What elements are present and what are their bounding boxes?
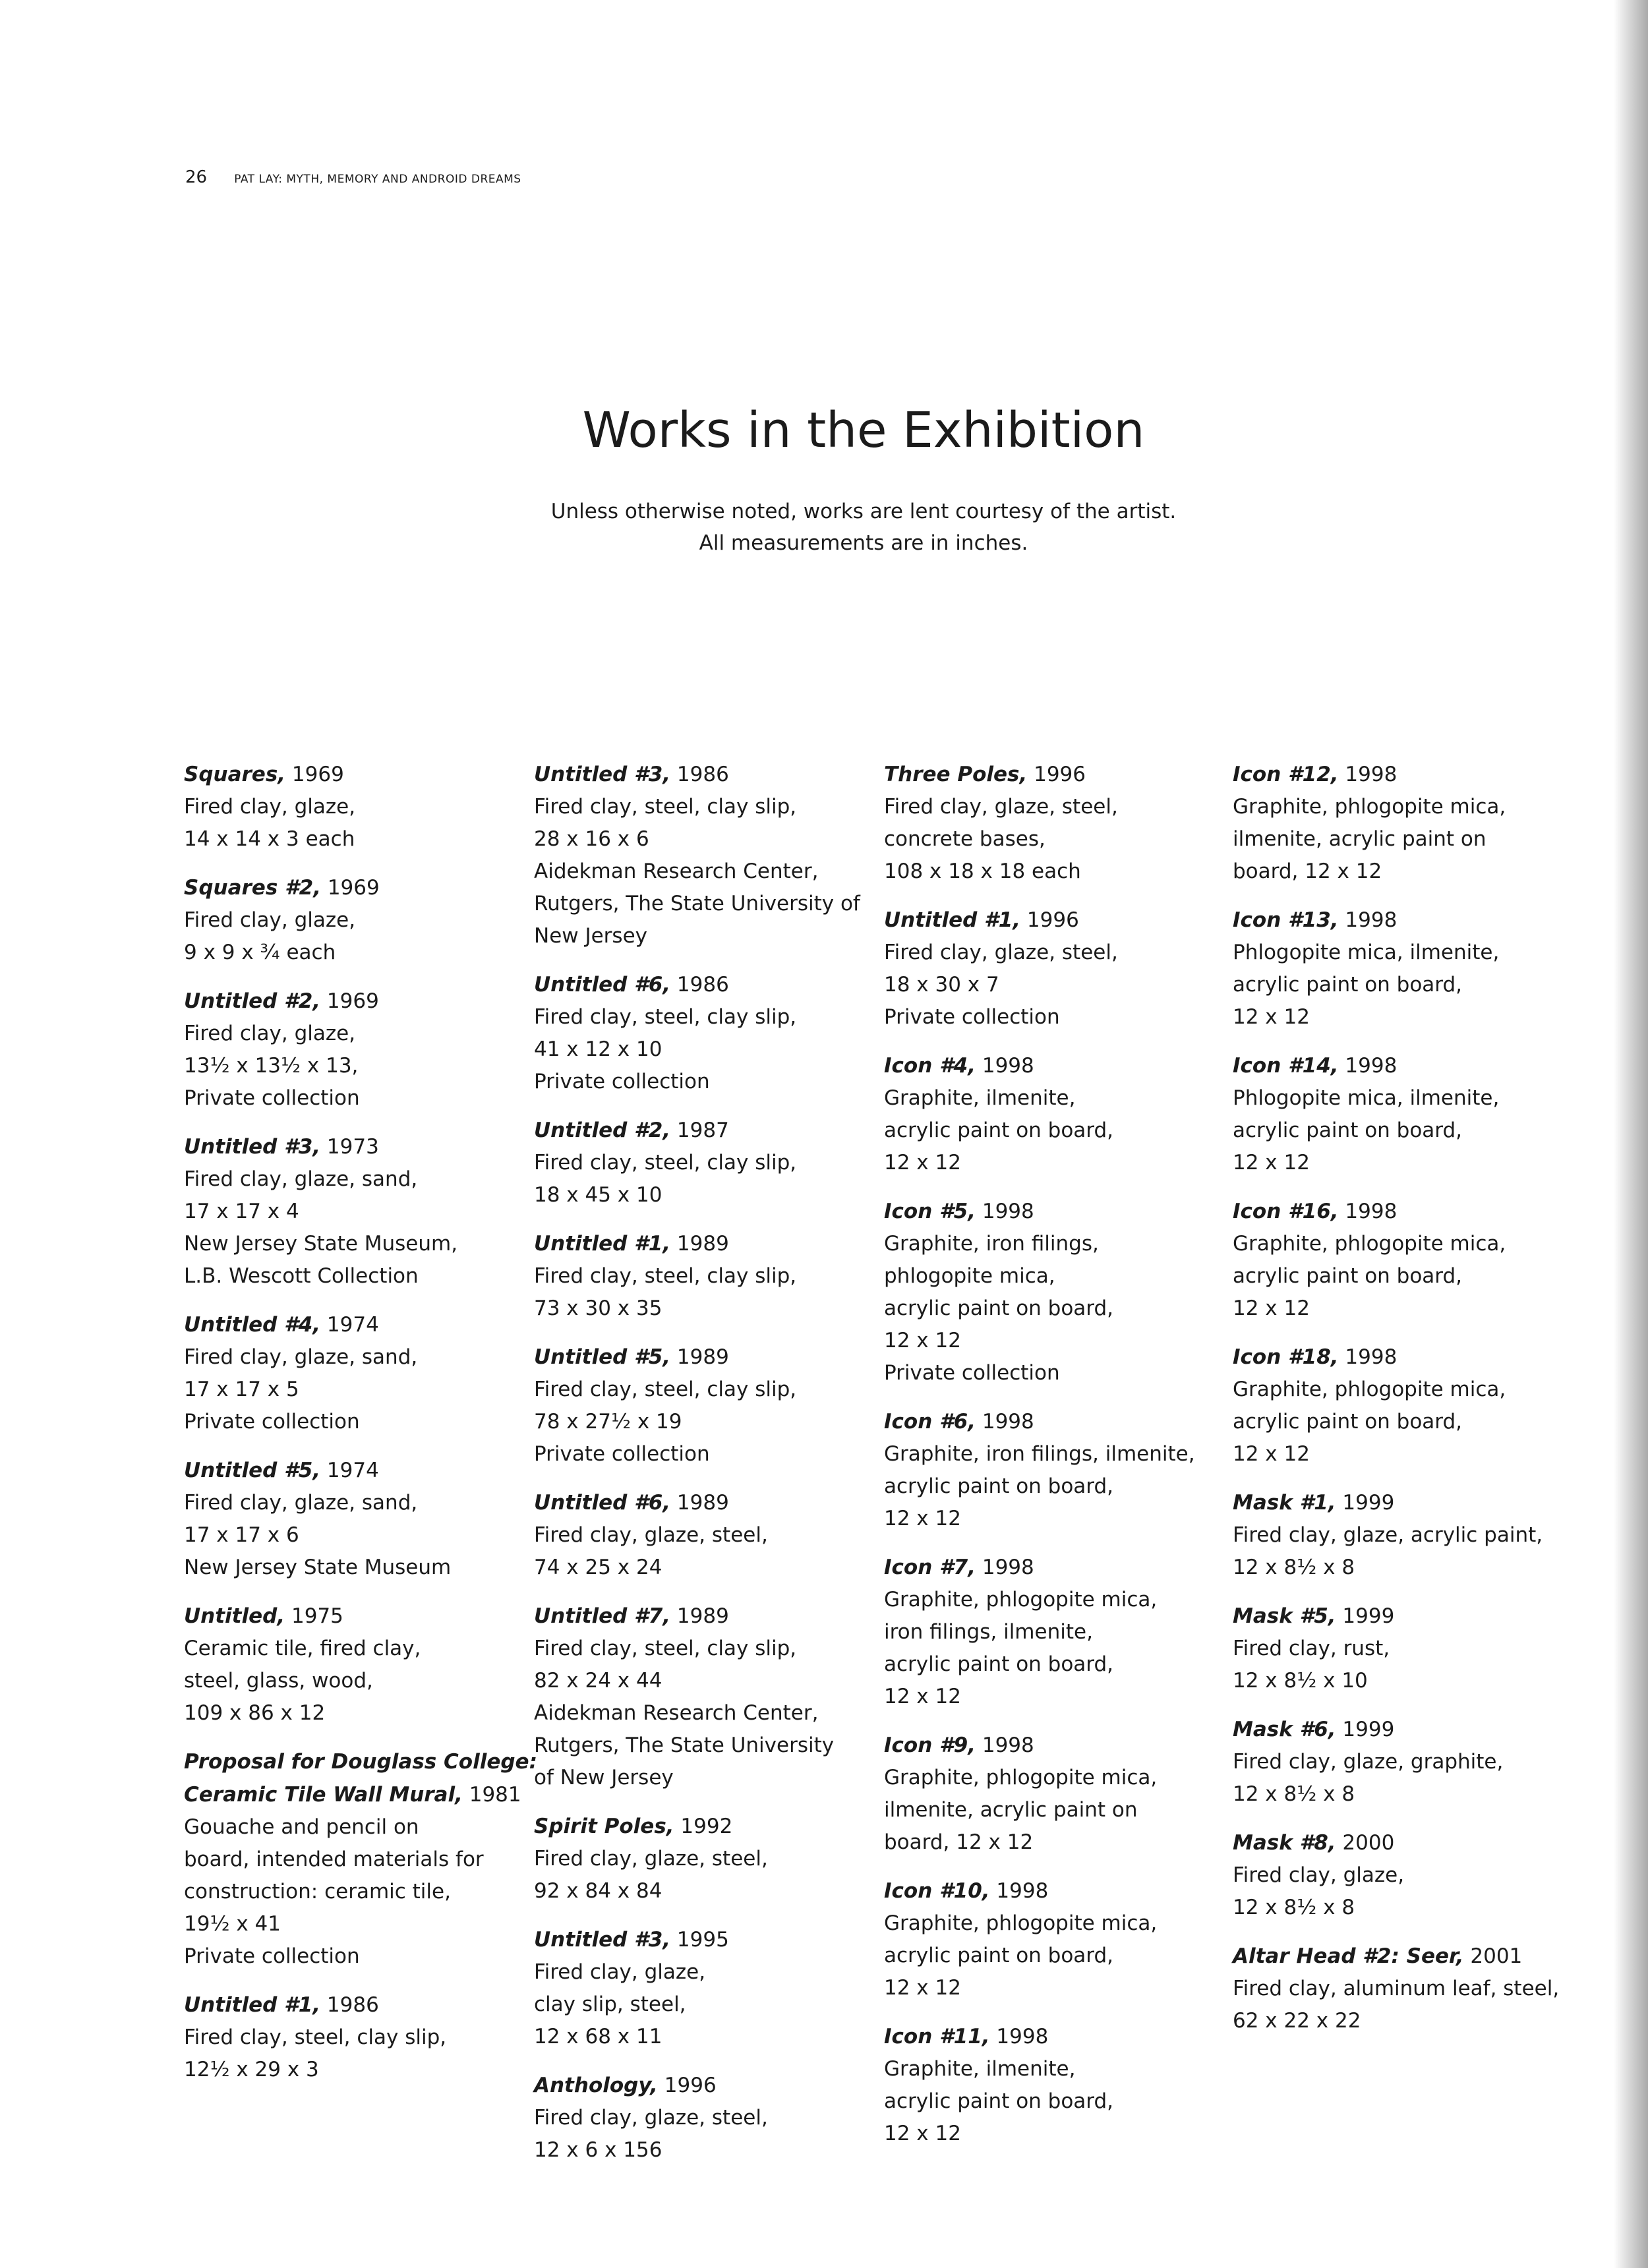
work-detail-line: 12 x 12 [1233,1151,1310,1175]
work-title: Icon #5, [884,1200,976,1223]
work-year: 2000 [1336,1831,1395,1855]
work-title: Icon #14, [1233,1054,1339,1078]
work-detail-line: clay slip, steel, [534,1992,686,2016]
work-title-line [534,2069,890,2102]
work-title-line [184,1989,540,2021]
work-title: Icon #11, [884,2025,990,2049]
work-detail-line: 109 x 86 x 12 [184,1701,326,1725]
work-detail-line: 14 x 14 x 3 each [184,827,355,851]
work-entry [884,1405,1240,1535]
work-detail-line: Fired clay, aluminum leaf, steel, [1233,1977,1560,2000]
work-entry [184,1454,540,1584]
work-detail-line: 17 x 17 x 4 [184,1200,299,1223]
work-entry [1233,1940,1589,2037]
work-title: Untitled #1, [534,1232,671,1256]
work-detail-line: 17 x 17 x 5 [184,1378,299,1401]
work-entry [534,1486,890,1584]
work-detail-line: acrylic paint on board, [884,1119,1114,1142]
work-title: Spirit Poles, [534,1815,674,1838]
work-entry [184,985,540,1115]
work-entry [884,758,1240,888]
work-title-line [1233,758,1589,791]
book-title: PAT LAY: MYTH, MEMORY AND ANDROID DREAMS [234,173,521,186]
work-detail-line: Private collection [534,1442,710,1466]
work-title: Untitled #3, [534,763,671,786]
work-detail-line: 12 x 6 x 156 [534,2138,662,2162]
work-detail-line: 82 x 24 x 44 [534,1669,662,1693]
page-heading: Works in the Exhibition [582,402,1145,459]
running-head [185,164,521,190]
work-detail-line: Fired clay, glaze, [534,1960,706,1984]
work-entry [1233,1195,1589,1325]
work-title-line [534,1114,890,1147]
work-title-line [884,1195,1240,1228]
work-title-line [884,1405,1240,1438]
work-title: Icon #13, [1233,908,1339,932]
work-title-line [1233,1713,1589,1746]
work-detail-line: acrylic paint on board, [884,2089,1114,2113]
work-title-line [884,1729,1240,1762]
work-title: Mask #8, [1233,1831,1336,1855]
work-year: 1986 [670,763,729,786]
work-detail-line: acrylic paint on board, [884,1474,1114,1498]
work-detail-line: Rutgers, The State University of [534,892,860,916]
work-detail-line: Phlogopite mica, ilmenite, [1233,941,1500,964]
work-detail-line: 92 x 84 x 84 [534,1879,662,1903]
work-detail-line: 12 x 12 [884,2122,961,2145]
work-detail-line: concrete bases, [884,827,1045,851]
work-entry [884,1875,1240,2004]
work-detail-line: Fired clay, glaze, graphite, [1233,1750,1504,1774]
work-year: 1996 [657,2074,717,2097]
work-year: 1974 [320,1459,379,1482]
work-detail-line: Private collection [184,1410,360,1434]
work-title-line [184,1454,540,1487]
work-title-line [1233,904,1589,937]
work-year: 1998 [1338,908,1398,932]
work-detail-line: 13½ x 13½ x 13, [184,1054,359,1078]
work-title: Icon #7, [884,1556,976,1579]
work-detail-line: 12 x 12 [1233,1296,1310,1320]
work-title: Anthology, [534,2074,658,2097]
work-detail-line: acrylic paint on board, [884,1296,1114,1320]
work-year: 1998 [989,2025,1049,2049]
work-detail-line: 12 x 8½ x 8 [1233,1556,1355,1579]
work-title: Untitled #6, [534,1491,671,1515]
work-detail-line: Private collection [534,1070,710,1093]
work-detail-line: Fired clay, glaze, steel, [884,941,1118,964]
page-edge-shadow [1614,0,1648,2268]
work-year: 1999 [1336,1491,1395,1515]
work-entry [1233,1600,1589,1697]
work-detail-line: Graphite, ilmenite, [884,2057,1076,2081]
work-title: Untitled #1, [184,1993,321,2017]
work-detail-line: acrylic paint on board, [1233,973,1463,997]
work-detail-line: acrylic paint on board, [884,1944,1114,1967]
work-title: Icon #12, [1233,763,1339,786]
work-year: 1998 [976,1054,1034,1078]
work-detail-line: 12 x 12 [884,1976,961,2000]
work-year: 1974 [320,1313,379,1337]
work-detail-line: 12 x 12 [884,1507,961,1530]
work-detail-line: Phlogopite mica, ilmenite, [1233,1086,1500,1110]
work-title-line [534,1600,890,1633]
work-title: Three Poles, [884,763,1028,786]
work-entry [184,1308,540,1438]
work-title: Mask #5, [1233,1604,1336,1628]
work-year: 1989 [670,1604,729,1628]
work-detail-line: construction: ceramic tile, [184,1880,451,1904]
work-title: Untitled #1, [884,908,1021,932]
page-number: 26 [185,167,208,187]
work-year: 1987 [670,1119,729,1142]
work-title: Icon #4, [884,1054,976,1078]
work-detail-line: steel, glass, wood, [184,1669,373,1693]
work-detail-line: Fired clay, glaze, [184,795,356,819]
work-title: Untitled #3, [184,1135,321,1159]
work-detail-line: Fired clay, steel, clay slip, [184,2025,447,2049]
work-detail-line: Graphite, phlogopite mica, [1233,795,1506,819]
work-title-line [184,1130,540,1163]
work-detail-line: Fired clay, glaze, acrylic paint, [1233,1523,1543,1547]
work-detail-line: of New Jersey [534,1766,674,1789]
work-title: Icon #10, [884,1879,990,1903]
work-year: 1973 [320,1135,379,1159]
work-detail-line: 9 x 9 x ¾ each [184,941,336,964]
work-detail-line: 12 x 12 [1233,1005,1310,1029]
work-detail-line: Fired clay, glaze, sand, [184,1167,418,1191]
work-detail-line: Graphite, phlogopite mica, [884,1588,1158,1612]
work-year: 1998 [1338,1345,1398,1369]
subtitle [0,496,1648,559]
work-entry [184,758,540,856]
work-entry [534,1810,890,1907]
work-detail-line: Fired clay, glaze, [184,1022,356,1045]
work-detail-line: Private collection [884,1005,1060,1029]
work-year: 1998 [1338,763,1398,786]
work-detail-line: Fired clay, glaze, steel, [534,2106,768,2130]
work-detail-line: 12 x 12 [884,1151,961,1175]
work-detail-line: 17 x 17 x 6 [184,1523,299,1547]
work-year: 1998 [976,1733,1034,1757]
work-title: Untitled #7, [534,1604,671,1628]
work-title-line [1233,1826,1589,1859]
works-column-4 [1233,758,1589,2053]
work-detail-line: Graphite, phlogopite mica, [884,1766,1158,1789]
works-column-1 [184,758,540,2102]
work-title-line [884,1875,1240,1907]
work-title: Squares, [184,763,286,786]
works-column-3 [884,758,1240,2166]
work-title-line [884,758,1240,791]
work-detail-line: acrylic paint on board, [884,1652,1114,1676]
work-title: Icon #9, [884,1733,976,1757]
work-detail-line: iron filings, ilmenite, [884,1620,1093,1644]
work-year: 1995 [670,1928,729,1952]
work-year: 1998 [989,1879,1049,1903]
work-title-line [884,1049,1240,1082]
work-title-line [184,985,540,1018]
work-year: 1969 [320,989,379,1013]
work-detail-line: 28 x 16 x 6 [534,827,649,851]
work-detail-line: acrylic paint on board, [1233,1410,1463,1434]
work-year: 1998 [1338,1200,1398,1223]
work-detail-line: Ceramic tile, fired clay, [184,1637,421,1660]
work-entry [1233,758,1589,888]
work-detail-line: Rutgers, The State University [534,1733,835,1757]
work-detail-line: board, 12 x 12 [884,1830,1034,1854]
work-title: Untitled #5, [184,1459,321,1482]
work-detail-line: Fired clay, glaze, steel, [534,1847,768,1871]
work-detail-line: 12 x 8½ x 8 [1233,1782,1355,1806]
work-title-line [884,2020,1240,2053]
work-detail-line: 19½ x 41 [184,1912,281,1936]
work-title-line [1233,1341,1589,1374]
work-year: 1996 [1027,763,1086,786]
subtitle-line: Unless otherwise noted, works are lent courtesy of the artist. [550,500,1177,523]
work-detail-line: phlogopite mica, [884,1264,1055,1288]
work-year: 1989 [670,1491,729,1515]
work-title: Squares #2, [184,876,321,900]
work-entry [534,1227,890,1325]
work-detail-line: 12 x 68 x 11 [534,2025,662,2049]
work-title-line [184,1600,540,1633]
work-detail-line: ilmenite, acrylic paint on [884,1798,1138,1822]
work-title: Untitled #5, [534,1345,671,1369]
work-year: 1969 [320,876,380,900]
work-entry [1233,1713,1589,1811]
work-year: 1986 [670,973,729,997]
work-year: 1981 [462,1783,521,1807]
work-detail-line: Graphite, phlogopite mica, [1233,1378,1506,1401]
work-detail-line: Fired clay, glaze, sand, [184,1491,418,1515]
work-detail-line: 12 x 12 [884,1329,961,1352]
work-title: Untitled #2, [184,989,321,1013]
work-entry [534,758,890,952]
work-year: 1998 [976,1556,1034,1579]
work-detail-line: Gouache and pencil on [184,1815,419,1839]
work-detail-line: Private collection [884,1361,1060,1385]
work-detail-line: Fired clay, steel, clay slip, [534,1637,797,1660]
work-detail-line: Fired clay, glaze, steel, [884,795,1118,819]
work-entry [1233,1049,1589,1179]
work-detail-line: Graphite, ilmenite, [884,1086,1076,1110]
work-entry [184,1745,540,1973]
work-detail-line: Fired clay, glaze, [184,908,356,932]
works-column-2 [534,758,890,2182]
work-detail-line: Private collection [184,1944,360,1968]
work-detail-line: board, 12 x 12 [1233,859,1382,883]
work-title: Untitled #4, [184,1313,321,1337]
work-title-line [884,904,1240,937]
work-detail-line: 18 x 45 x 10 [534,1183,662,1207]
work-entry [1233,904,1589,1033]
work-detail-line: Fired clay, rust, [1233,1637,1390,1660]
work-title: Untitled #3, [534,1928,671,1952]
work-title: Untitled #2, [534,1119,671,1142]
work-entry [534,2069,890,2166]
work-title: Proposal for Douglass College: [184,1750,537,1774]
work-detail-line: board, intended materials for [184,1847,484,1871]
work-entry [884,1195,1240,1389]
work-detail-line: 12½ x 29 x 3 [184,2058,319,2081]
work-detail-line: New Jersey [534,924,647,948]
work-entry [1233,1826,1589,1924]
work-entry [884,1049,1240,1179]
work-detail-line: Graphite, phlogopite mica, [1233,1232,1506,1256]
work-year: 1975 [285,1604,343,1628]
work-title-line [1233,1195,1589,1228]
work-title-line [534,1810,890,1843]
work-title: Mask #1, [1233,1491,1336,1515]
work-title-line [184,1308,540,1341]
work-title-line [884,1551,1240,1584]
work-detail-line: Private collection [184,1086,360,1110]
work-detail-line: Fired clay, steel, clay slip, [534,1151,797,1175]
work-entry [1233,1341,1589,1470]
work-detail-line: 18 x 30 x 7 [884,973,999,997]
work-title-line [534,968,890,1001]
work-entry [884,2020,1240,2150]
work-detail-line: New Jersey State Museum, [184,1232,458,1256]
work-year: 1998 [976,1410,1034,1434]
work-year: 1999 [1336,1718,1395,1741]
work-year: 2001 [1463,1944,1523,1968]
work-title: Mask #6, [1233,1718,1336,1741]
work-entry [884,1551,1240,1713]
work-detail-line: acrylic paint on board, [1233,1119,1463,1142]
work-detail-line: 62 x 22 x 22 [1233,2009,1361,2033]
work-title-line [184,1745,540,1778]
work-entry [534,1923,890,2053]
work-detail-line: 12 x 12 [1233,1442,1310,1466]
work-title: Icon #18, [1233,1345,1339,1369]
work-detail-line: 12 x 8½ x 8 [1233,1896,1355,1919]
work-title-line [184,758,540,791]
work-detail-line: acrylic paint on board, [1233,1264,1463,1288]
work-title-line [534,1486,890,1519]
work-title: Altar Head #2: Seer, [1233,1944,1464,1968]
work-detail-line: Graphite, iron filings, ilmenite, [884,1442,1195,1466]
work-year: 1989 [670,1345,729,1369]
work-detail-line: 41 x 12 x 10 [534,1037,662,1061]
work-detail-line: L.B. Wescott Collection [184,1264,419,1288]
work-title: Icon #16, [1233,1200,1339,1223]
work-title-line [1233,1486,1589,1519]
work-entry [184,1600,540,1730]
work-title: Ceramic Tile Wall Mural, [184,1783,463,1807]
work-title-line [534,1227,890,1260]
work-title: Untitled #6, [534,973,671,997]
work-entry [534,968,890,1098]
work-entry [534,1114,890,1211]
work-entry [184,871,540,969]
work-title-line [1233,1940,1589,1973]
work-entry [1233,1486,1589,1584]
work-detail-line: Fired clay, steel, clay slip, [534,795,797,819]
work-title: Icon #6, [884,1410,976,1434]
work-title: Untitled, [184,1604,285,1628]
work-detail-line: Graphite, iron filings, [884,1232,1099,1256]
work-year: 1992 [674,1815,733,1838]
work-entry [884,904,1240,1033]
work-year: 1969 [285,763,344,786]
work-title-line [534,758,890,791]
work-detail-line: 78 x 27½ x 19 [534,1410,682,1434]
work-detail-line: Graphite, phlogopite mica, [884,1911,1158,1935]
work-detail-line: Aidekman Research Center, [534,1701,819,1725]
work-year: 1996 [1020,908,1079,932]
work-entry [534,1600,890,1794]
work-title-line [534,1923,890,1956]
work-title-line [1233,1049,1589,1082]
work-year: 1998 [976,1200,1034,1223]
work-year: 1989 [670,1232,729,1256]
work-entry [884,1729,1240,1859]
work-detail-line: 73 x 30 x 35 [534,1296,662,1320]
subtitle-line: All measurements are in inches. [699,531,1028,555]
work-detail-line: Fired clay, glaze, steel, [534,1523,768,1547]
work-detail-line: 74 x 25 x 24 [534,1556,662,1579]
work-detail-line: Aidekman Research Center, [534,859,819,883]
work-detail-line: Fired clay, steel, clay slip, [534,1378,797,1401]
work-detail-line: Fired clay, glaze, [1233,1863,1405,1887]
work-detail-line: ilmenite, acrylic paint on [1233,827,1486,851]
work-year: 1986 [320,1993,379,2017]
work-year: 1999 [1336,1604,1395,1628]
work-detail-line: Fired clay, steel, clay slip, [534,1264,797,1288]
work-year: 1998 [1338,1054,1398,1078]
work-title-line [184,1778,540,1811]
work-title-line [1233,1600,1589,1633]
work-entry [184,1989,540,2086]
work-detail-line: 12 x 8½ x 10 [1233,1669,1368,1693]
work-title-line [534,1341,890,1374]
work-entry [534,1341,890,1470]
work-detail-line: Fired clay, glaze, sand, [184,1345,418,1369]
work-title-line [184,871,540,904]
work-detail-line: 12 x 12 [884,1685,961,1708]
work-detail-line: New Jersey State Museum [184,1556,452,1579]
work-detail-line: 108 x 18 x 18 each [884,859,1081,883]
work-entry [184,1130,540,1293]
work-detail-line: Fired clay, steel, clay slip, [534,1005,797,1029]
